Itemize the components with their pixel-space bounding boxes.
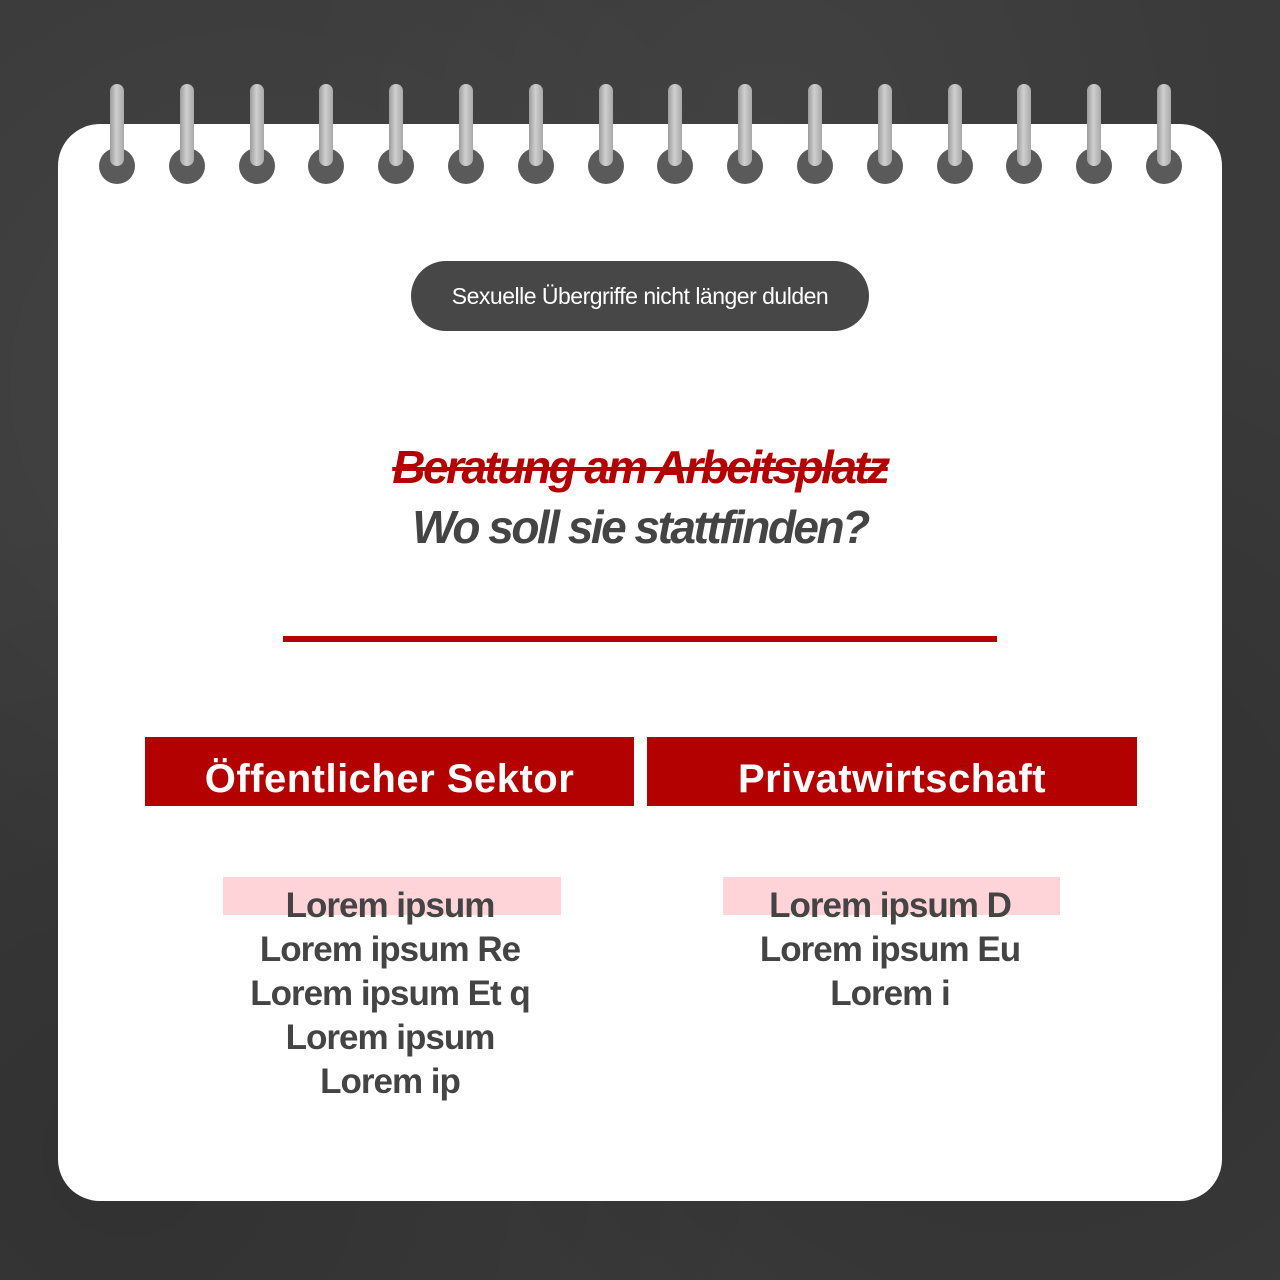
spiral-wire <box>110 84 124 166</box>
list-item: Lorem ipsum D <box>769 886 1011 925</box>
list-item: Lorem i <box>830 974 950 1013</box>
spiral-wire <box>389 84 403 166</box>
title-line-2: Wo soll sie stattfinden? <box>412 501 868 553</box>
spiral-ring-icon <box>308 84 344 184</box>
spiral-wire <box>459 84 473 166</box>
spiral-ring-icon <box>169 84 205 184</box>
spiral-wire <box>319 84 333 166</box>
private-sector-list <box>640 884 1140 1016</box>
spiral-ring-icon <box>378 84 414 184</box>
list-item: Lorem ip <box>320 1062 460 1101</box>
spiral-ring-icon <box>657 84 693 184</box>
spiral-ring-icon <box>99 84 135 184</box>
spiral-wire <box>808 84 822 166</box>
spiral-wire <box>948 84 962 166</box>
title-divider <box>283 636 997 642</box>
spiral-wire <box>738 84 752 166</box>
spiral-ring-icon <box>1146 84 1182 184</box>
spiral-ring-icon <box>239 84 275 184</box>
spiral-binding <box>0 0 1280 200</box>
spiral-ring-icon <box>727 84 763 184</box>
spiral-wire <box>180 84 194 166</box>
spiral-ring-icon <box>1076 84 1112 184</box>
spiral-wire <box>878 84 892 166</box>
spiral-ring-icon <box>937 84 973 184</box>
public-sector-list <box>140 884 640 1104</box>
list-item: Lorem ipsum <box>285 886 495 925</box>
spiral-ring-icon <box>797 84 833 184</box>
list-item: Lorem ipsum Et q <box>250 974 530 1013</box>
list-item: Lorem ipsum Re <box>259 930 521 969</box>
spiral-wire <box>250 84 264 166</box>
list-item: Lorem ipsum <box>285 1018 495 1057</box>
spiral-ring-icon <box>448 84 484 184</box>
list-item: Lorem ipsum Eu <box>759 930 1021 969</box>
spiral-ring-icon <box>588 84 624 184</box>
topic-tag: Sexuelle Übergriffe nicht länger dulden <box>411 261 869 331</box>
spiral-ring-icon <box>518 84 554 184</box>
title-line-1: Beratung am Arbeitsplatz <box>392 441 888 493</box>
spiral-ring-icon <box>1006 84 1042 184</box>
spiral-wire <box>1087 84 1101 166</box>
spiral-wire <box>599 84 613 166</box>
spiral-wire <box>1157 84 1171 166</box>
spiral-wire <box>529 84 543 166</box>
spiral-wire <box>1017 84 1031 166</box>
column-header-private-sector: Privatwirtschaft <box>647 737 1137 806</box>
spiral-ring-icon <box>867 84 903 184</box>
column-header-public-sector: Öffentlicher Sektor <box>145 737 634 806</box>
spiral-wire <box>668 84 682 166</box>
